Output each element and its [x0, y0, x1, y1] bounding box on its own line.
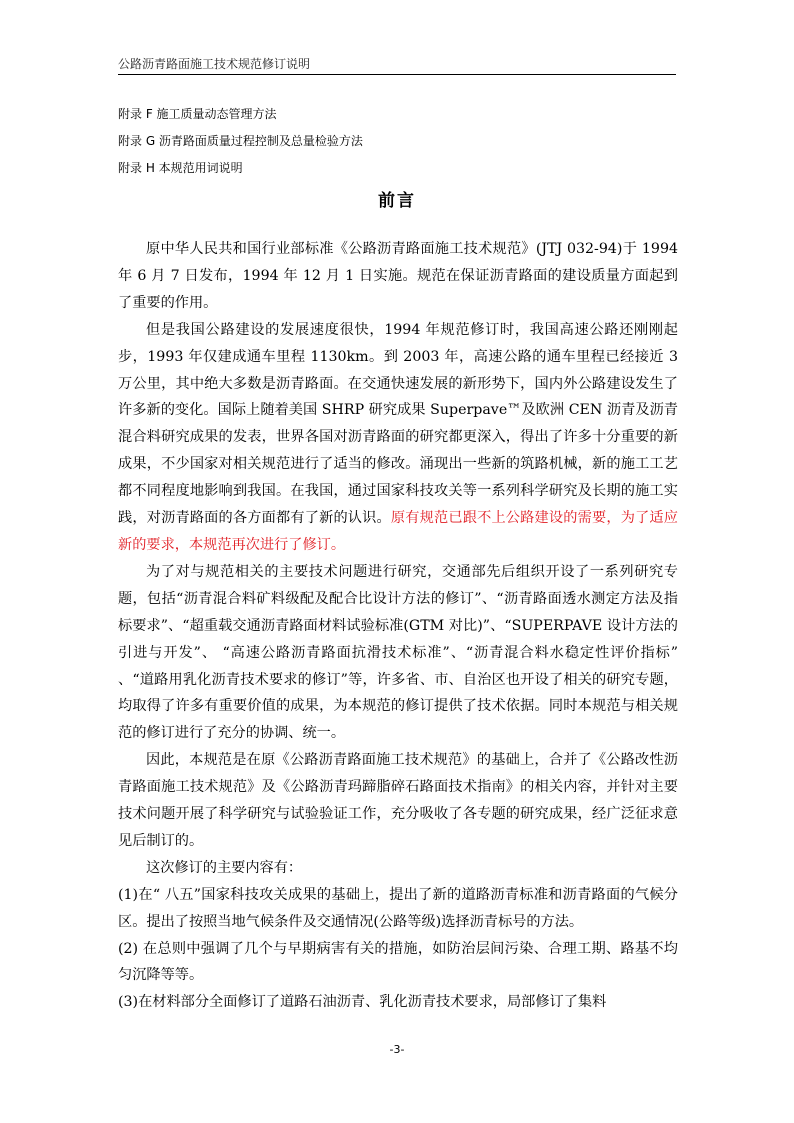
paragraph: 因此，本规范是在原《公路沥青路面施工技术规范》的基础上，合并了《公路改性沥青路面施工技术规范》及《公路沥青玛蹄脂碎石路面技术指南》的相关内容，并针对主要技术问题开展了科学研究与试验验证工作，充分吸收了各专题的研究成果，经广泛征求意见后制订的。	[118, 752, 678, 849]
list-item: (2) 在总则中强调了几个与早期病害有关的措施，如防治层间污染、合理工期、路基不均匀沉降等等。	[118, 940, 678, 984]
list-item: (1)在“ 八五”国家科技攻关成果的基础上，提出了新的道路沥青标准和沥青路面的气候分区。提出了按照当地气候条件及交通情况(公路等级)选择沥青标号的方法。	[118, 886, 678, 930]
document-body	[118, 236, 678, 1016]
section-title: 前言	[378, 191, 416, 211]
highlighted-text: 原有规范已跟不上公路建设的需要，为了适应新的要求，本规范再次进行了修订。	[118, 510, 678, 553]
page-number: -3-	[389, 1043, 405, 1056]
paragraph: 原中华人民共和国行业部标准《公路沥青路面施工技术规范》(JTJ 032-94)于 1994 年 6 月 7 日发布，1994 年 12 月 1 日实施。规范在保证沥青路面的建设质量方面起到了重要的作用。	[118, 241, 678, 311]
header-title: 公路沥青路面施工技术规范修订说明	[118, 57, 311, 71]
paragraph: 为了对与规范相关的主要技术问题进行研究，交通部先后组织开设了一系列研究专题，包括“沥青混合料矿料级配及配合比设计方法的修订”、“沥青路面透水测定方法及指标要求”、“超重载交通沥青路面材料试验标准(GTM 对比)”、“SUPERPAVE 设计方法的引进与开发”、 “高速公路沥青路面抗滑技术标准”、“沥青混合料水稳定性评价指标” 、“道路用乳化沥青技术要求的修订”等，许多省、市、自治区也开设了相关的研究专题，均取得了许多有重要价值的成果，为本规范的修订提供了技术依据。同时本规范与相关规范的修订进行了充分的协调、统一。	[118, 563, 678, 742]
toc-item-appendix-g: 附录 G 沥青路面质量过程控制及总量检验方法	[118, 134, 363, 148]
paragraph	[118, 317, 678, 559]
paragraph-text: 但是我国公路建设的发展速度很快，1994 年规范修订时，我国高速公路还刚刚起步，1993 年仅建成通车里程 1130km。到 2003 年，高速公路的通车里程已经接近 3 万公里，其中绝大多数是沥青路面。在交通快速发展的新形势下，国内外公路建设发生了许多新的变化。国际上随着美国 SHRP 研究成果 Superpave™及欧洲 CEN 沥青及沥青混合料研究成果的发表，世界各国对沥青路面的研究都更深入，得出了许多十分重要的新成果，不少国家对相关规范进行了适当的修改。涌现出一些新的筑路机械，新的施工工艺都不同程度地影响到我国。在我国，通过国家科技攻关等一系列科学研究及长期的施工实践，对沥青路面的各方面都有了新的认识。	[118, 321, 678, 527]
toc-item-appendix-f: 附录 F 施工质量动态管理方法	[118, 107, 277, 121]
toc-item-appendix-h: 附录 H 本规范用词说明	[118, 161, 243, 175]
list-item: (3)在材料部分全面修订了道路石油沥青、乳化沥青技术要求，局部修订了集料	[118, 994, 607, 1011]
paragraph: 这次修订的主要内容有：	[146, 859, 303, 876]
page-header	[118, 56, 676, 75]
